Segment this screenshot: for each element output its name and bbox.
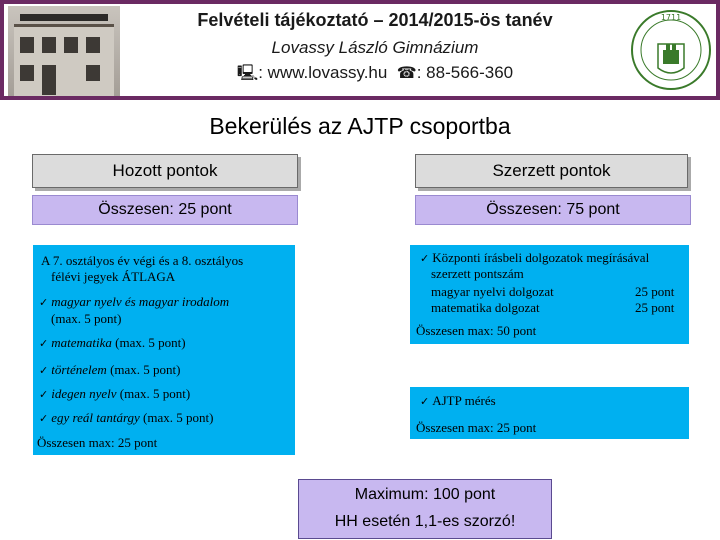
telephone-icon: ☎ [396,65,417,82]
exam-points-box [410,245,689,344]
building-window [86,37,100,53]
exam-intro: ✓ Központi írásbeli dolgozatok megírásával [420,250,650,265]
building-window [64,37,78,53]
exam-max: Összesen max: 50 pont [416,323,537,338]
left-total: Összesen: 25 pont [32,195,298,225]
building-facade [14,24,114,96]
checkmark-icon: ✓ [39,296,49,309]
building-window [20,37,34,53]
list-item: ✓ történelem (max. 5 pont) [39,362,181,377]
website-link[interactable]: : www.lovassy.hu [258,63,388,82]
school-building-photo [8,6,120,96]
left-points-box [33,245,295,455]
ajtp-points-box [410,387,689,439]
section-heading: Bekerülés az AJTP csoportba [209,113,511,139]
crest-year: 1711 [660,13,682,22]
list-item-points: (max. 5 pont) [51,311,122,326]
list-item: ✓ idegen nyelv (max. 5 pont) [39,386,191,401]
exam-item-label: magyar nyelvi dolgozat [431,284,554,299]
building-window [20,65,34,81]
building-window [42,37,56,53]
bonus-multiplier: HH esetén 1,1-es szorzó! [334,513,516,530]
contact-line [122,62,628,89]
checkmark-icon: ✓ [39,412,49,425]
computer-icon: 🖳 [236,65,259,82]
ajtp-max: Összesen max: 25 pont [416,420,537,435]
left-max: Összesen max: 25 pont [37,435,158,450]
building-door [42,65,56,95]
exam-item-points: 25 pont [635,300,675,315]
building-sign [20,14,108,21]
right-total: Összesen: 75 pont [415,195,691,225]
exam-item-points: 25 pont [635,284,675,299]
page-title: Felvételi tájékoztató – 2014/2015-ös tanév [197,10,553,30]
exam-item-label: matematika dolgozat [431,300,540,315]
list-item: ✓ egy reál tantárgy (max. 5 pont) [39,410,214,425]
exam-intro-2: szerzett pontszám [431,266,524,281]
maximum-summary-box [298,479,552,539]
checkmark-icon: ✓ [39,388,49,401]
intro-text-2: félévi jegyek ÁTLAGA [51,269,176,284]
checkmark-icon: ✓ [39,337,49,350]
left-column-header: Hozott pontok [32,154,298,188]
school-name: Lovassy László Gimnázium [271,38,479,57]
list-item: ✓ matematika (max. 5 pont) [39,335,186,350]
building-window [86,65,100,81]
intro-text: A 7. osztályos év végi és a 8. osztályos [41,253,244,268]
checkmark-icon: ✓ [420,395,430,408]
school-crest-logo [630,4,712,96]
phone-number: : 88-566-360 [416,63,514,82]
ajtp-label: ✓ AJTP mérés [420,393,496,408]
right-column-header: Szerzett pontok [415,154,688,188]
checkmark-icon: ✓ [39,364,49,377]
maximum-points: Maximum: 100 pont [354,486,496,503]
checkmark-icon: ✓ [420,252,430,265]
list-item: ✓ magyar nyelv és magyar irodalom [39,294,230,309]
